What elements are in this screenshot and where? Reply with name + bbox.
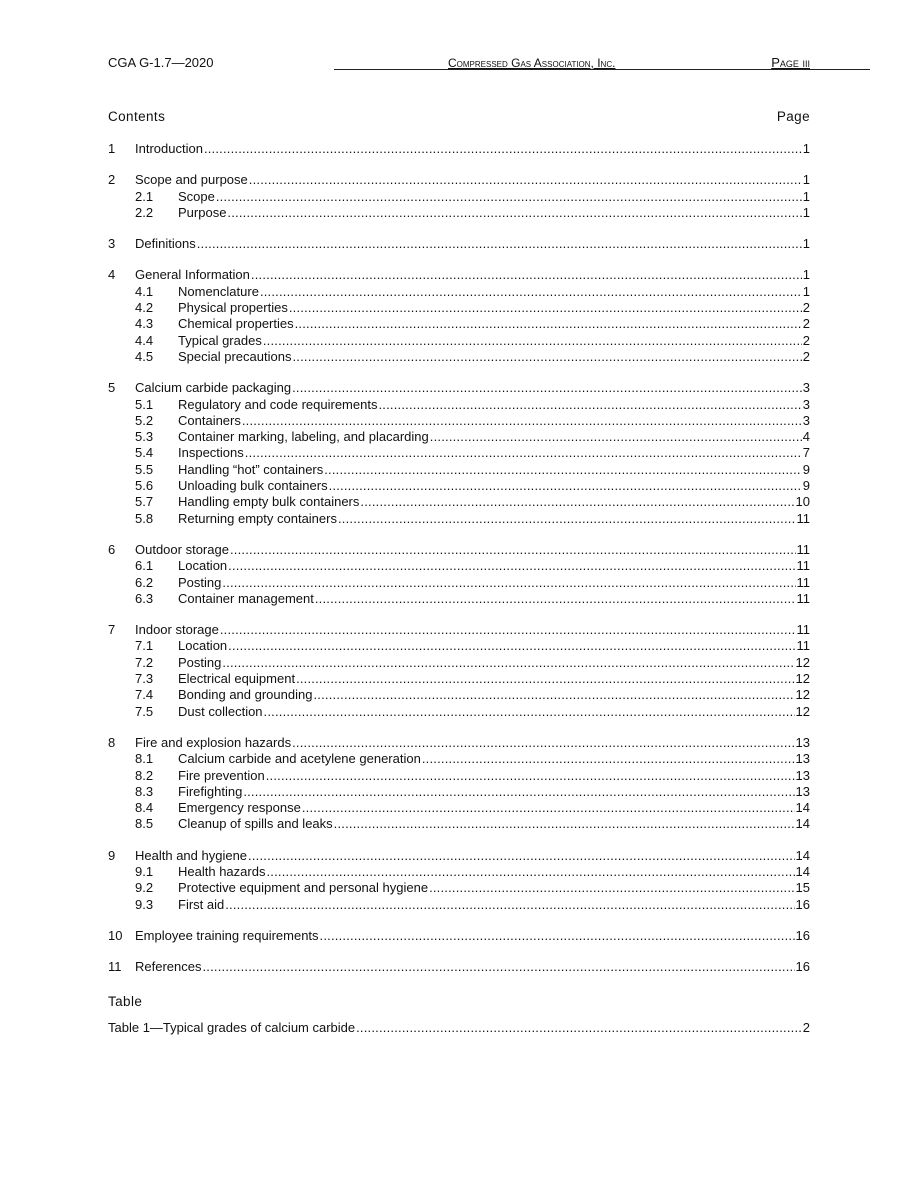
entry-number: 4.2: [135, 300, 154, 316]
entry-page-number: 14: [795, 800, 810, 816]
section-gap: [108, 221, 810, 236]
entry-number: 5.2: [135, 412, 154, 428]
dot-leader: [324, 462, 802, 478]
dot-leader: [320, 928, 795, 944]
entry-page-number: 11: [796, 574, 810, 590]
entry-page-number: 4: [802, 429, 810, 445]
entry-title: Definitions: [135, 236, 196, 252]
dot-leader: [329, 478, 802, 494]
entry-title: Nomenclature: [178, 283, 259, 299]
entry-title: Emergency response: [178, 800, 301, 816]
entry-number: 8.5: [135, 816, 154, 832]
entry-page-number: 7: [802, 445, 810, 461]
entry-title: Handling empty bulk containers: [178, 494, 360, 510]
entry-number: 5.1: [135, 396, 154, 412]
entry-page-number: 1: [802, 172, 810, 188]
toc-subsection-entry[interactable]: [108, 205, 810, 221]
toc-subsection-entry[interactable]: [108, 784, 810, 800]
page-number: Page iii: [771, 55, 810, 70]
entry-title: Typical grades: [178, 332, 262, 348]
entry-page-number: 2: [802, 300, 810, 316]
entry-title: Unloading bulk containers: [178, 478, 328, 494]
entry-page-number: 11: [796, 558, 810, 574]
entry-number: 7.4: [135, 687, 154, 703]
entry-number: 5: [108, 380, 116, 396]
toc-subsection-entry[interactable]: [108, 768, 810, 784]
dot-leader: [202, 959, 794, 975]
toc-subsection-entry[interactable]: [108, 189, 810, 205]
entry-number: 4.1: [135, 283, 154, 299]
toc-subsection-entry[interactable]: [108, 655, 810, 671]
list-of-tables: [108, 1020, 810, 1036]
dot-leader: [292, 380, 802, 396]
entry-number: 8.2: [135, 767, 154, 783]
entry-title: Containers: [178, 412, 241, 428]
dot-leader: [315, 591, 796, 607]
entry-page-number: 14: [795, 816, 810, 832]
toc-subsection-entry[interactable]: [108, 638, 810, 654]
entry-page-number: 10: [795, 494, 810, 510]
toc-subsection-entry[interactable]: [108, 671, 810, 687]
dot-leader: [296, 671, 794, 687]
toc-subsection-entry[interactable]: [108, 511, 810, 527]
dot-leader: [313, 687, 794, 703]
dot-leader: [228, 558, 795, 574]
toc-subsection-entry[interactable]: [108, 300, 810, 316]
entry-page-number: 13: [795, 734, 810, 750]
entry-page-number: 13: [795, 751, 810, 767]
entry-title: Purpose: [178, 204, 227, 220]
toc-section-entry[interactable]: [108, 848, 810, 864]
entry-title: Physical properties: [178, 300, 288, 316]
entry-number: 6.3: [135, 590, 154, 606]
section-gap: [108, 607, 810, 622]
entry-page-number: 15: [795, 880, 810, 896]
toc-section-entry[interactable]: [108, 141, 810, 157]
entry-page-number: 9: [802, 461, 810, 477]
toc-subsection-entry[interactable]: [108, 800, 810, 816]
entry-title: Location: [178, 638, 228, 654]
entry-title: Container marking, labeling, and placarding: [178, 429, 429, 445]
entry-page-number: 2: [802, 1020, 810, 1035]
dot-leader: [360, 494, 794, 510]
dot-leader: [263, 333, 802, 349]
entry-page-number: 13: [795, 767, 810, 783]
page-header: [108, 55, 810, 71]
entry-number: 2.1: [135, 188, 154, 204]
page-column-heading: Page: [776, 109, 810, 124]
entry-number: 2: [108, 172, 116, 188]
entry-title: Special precautions: [178, 348, 292, 364]
entry-page-number: 3: [802, 412, 810, 428]
toc-section-entry[interactable]: [108, 542, 810, 558]
dot-leader: [266, 768, 795, 784]
entry-title: Fire prevention: [178, 767, 265, 783]
entry-page-number: 1: [802, 141, 810, 156]
toc-subsection-entry[interactable]: [108, 591, 810, 607]
entry-number: 9.1: [135, 863, 154, 879]
entry-number: 4.5: [135, 348, 154, 364]
toc-subsection-entry[interactable]: [108, 284, 810, 300]
entry-page-number: 12: [795, 703, 810, 719]
entry-page-number: 2: [802, 348, 810, 364]
entry-number: 8.3: [135, 783, 154, 799]
dot-leader: [243, 784, 794, 800]
dot-leader: [338, 511, 796, 527]
dot-leader: [378, 397, 801, 413]
entry-number: 8: [108, 734, 116, 750]
entry-page-number: 1: [802, 204, 810, 220]
entry-title: Calcium carbide and acetylene generation: [178, 751, 421, 767]
toc-subsection-entry[interactable]: [108, 349, 810, 365]
dot-leader: [227, 205, 801, 221]
dot-leader: [292, 735, 794, 751]
section-gap: [108, 365, 810, 380]
entry-page-number: 16: [795, 896, 810, 912]
entry-title: Fire and explosion hazards: [135, 734, 292, 750]
table-of-contents: [108, 141, 810, 975]
dot-leader: [225, 897, 794, 913]
section-gap: [108, 252, 810, 267]
entry-number: 8.1: [135, 751, 154, 767]
entry-page-number: 3: [802, 380, 810, 396]
toc-section-entry[interactable]: [108, 236, 810, 252]
publisher-name: Compressed Gas Association, Inc.: [448, 56, 616, 70]
toc-subsection-entry[interactable]: [108, 751, 810, 767]
dot-leader: [222, 575, 795, 591]
entry-title: References: [135, 959, 202, 975]
entry-title: General Information: [135, 267, 250, 283]
entry-number: 9.2: [135, 880, 154, 896]
entry-title: Outdoor storage: [135, 541, 229, 557]
toc-section-entry[interactable]: [108, 172, 810, 188]
dot-leader: [260, 284, 802, 300]
entry-number: 1: [108, 141, 116, 156]
entry-page-number: 12: [795, 671, 810, 687]
entry-number: 7.5: [135, 703, 154, 719]
entry-number: 2.2: [135, 204, 154, 220]
dot-leader: [249, 172, 802, 188]
entry-number: 7.1: [135, 638, 154, 654]
entry-title: Indoor storage: [135, 622, 219, 638]
contents-heading-row: [108, 109, 810, 124]
entry-page-number: 13: [795, 783, 810, 799]
document-id: CGA G-1.7—2020: [108, 55, 214, 70]
entry-title: Introduction: [135, 141, 203, 156]
toc-subsection-entry[interactable]: [108, 704, 810, 720]
toc-section-entry[interactable]: [108, 959, 810, 975]
entry-number: 6: [108, 541, 116, 557]
entry-title: Firefighting: [178, 783, 243, 799]
entry-number: 8.4: [135, 800, 154, 816]
entry-title: Posting: [178, 574, 222, 590]
entry-number: 6.1: [135, 558, 154, 574]
entry-page-number: 1: [802, 283, 810, 299]
toc-subsection-entry[interactable]: [108, 575, 810, 591]
entry-number: 7.2: [135, 654, 154, 670]
section-gap: [108, 944, 810, 959]
dot-leader: [228, 638, 795, 654]
entry-number: 4.3: [135, 316, 154, 332]
dot-leader: [216, 189, 802, 205]
entry-number: 5.6: [135, 478, 154, 494]
toc-subsection-entry[interactable]: [108, 333, 810, 349]
entry-title: Electrical equipment: [178, 671, 296, 687]
entry-number: 7.3: [135, 671, 154, 687]
entry-page-number: 12: [795, 654, 810, 670]
entry-number: 5.4: [135, 445, 154, 461]
toc-section-entry[interactable]: [108, 380, 810, 396]
entry-page-number: 2: [802, 316, 810, 332]
entry-number: 7: [108, 622, 116, 638]
section-gap: [108, 913, 810, 928]
section-gap: [108, 720, 810, 735]
section-gap: [108, 833, 810, 848]
entry-page-number: 16: [795, 959, 810, 975]
entry-title: Regulatory and code requirements: [178, 396, 378, 412]
toc-subsection-entry[interactable]: [108, 897, 810, 913]
entry-number: 9.3: [135, 896, 154, 912]
entry-title: Bonding and grounding: [178, 687, 313, 703]
table-heading: Table: [108, 994, 143, 1009]
entry-title: Health hazards: [178, 863, 266, 879]
entry-title: Scope and purpose: [135, 172, 248, 188]
entry-number: 11: [108, 959, 122, 975]
toc-subsection-entry[interactable]: [108, 413, 810, 429]
entry-page-number: 14: [795, 863, 810, 879]
toc-subsection-entry[interactable]: [108, 880, 810, 896]
section-gap: [108, 157, 810, 172]
entry-title: Container management: [178, 590, 314, 606]
toc-section-entry[interactable]: [108, 267, 810, 283]
toc-section-entry[interactable]: [108, 735, 810, 751]
entry-title: Protective equipment and personal hygiene: [178, 880, 429, 896]
entry-title: Calcium carbide packaging: [135, 380, 292, 396]
entry-number: 3: [108, 236, 116, 252]
dot-leader: [289, 300, 802, 316]
section-gap: [108, 527, 810, 542]
entry-page-number: 16: [795, 927, 810, 943]
dot-leader: [245, 445, 802, 461]
dot-leader: [430, 429, 802, 445]
toc-subsection-entry[interactable]: [108, 687, 810, 703]
dot-leader: [204, 141, 802, 157]
entry-number: 5.8: [135, 510, 154, 526]
entry-page-number: 11: [796, 541, 810, 557]
dot-leader: [230, 542, 796, 558]
entry-number: 5.3: [135, 429, 154, 445]
entry-page-number: 1: [802, 188, 810, 204]
dot-leader: [356, 1020, 802, 1036]
dot-leader: [334, 816, 795, 832]
dot-leader: [264, 704, 795, 720]
entry-title: Cleanup of spills and leaks: [178, 816, 333, 832]
entry-title: Returning empty containers: [178, 510, 337, 526]
entry-title: Inspections: [178, 445, 244, 461]
entry-title: Handling “hot” containers: [178, 461, 324, 477]
dot-leader: [292, 349, 801, 365]
entry-page-number: 11: [796, 638, 810, 654]
entry-page-number: 1: [802, 267, 810, 283]
dot-leader: [295, 316, 802, 332]
toc-subsection-entry[interactable]: [108, 864, 810, 880]
entry-page-number: 14: [795, 847, 810, 863]
entry-title: Location: [178, 558, 228, 574]
dot-leader: [197, 236, 802, 252]
entry-title: Posting: [178, 654, 222, 670]
dot-leader: [266, 864, 794, 880]
entry-number: 5.5: [135, 461, 154, 477]
entry-number: 4.4: [135, 332, 154, 348]
dot-leader: [302, 800, 795, 816]
entry-title: Dust collection: [178, 703, 263, 719]
entry-page-number: 2: [802, 332, 810, 348]
entry-number: 10: [108, 927, 123, 943]
entry-page-number: 11: [796, 622, 810, 638]
entry-page-number: 3: [802, 396, 810, 412]
contents-heading: Contents: [108, 109, 166, 124]
toc-subsection-entry[interactable]: [108, 558, 810, 574]
dot-leader: [429, 880, 794, 896]
entry-page-number: 11: [796, 510, 810, 526]
toc-subsection-entry[interactable]: [108, 445, 810, 461]
entry-title: Table 1—Typical grades of calcium carbide: [108, 1020, 356, 1035]
toc-section-entry[interactable]: [108, 622, 810, 638]
dot-leader: [242, 413, 802, 429]
entry-page-number: 9: [802, 478, 810, 494]
toc-subsection-entry[interactable]: [108, 494, 810, 510]
toc-subsection-entry[interactable]: [108, 816, 810, 832]
table-list-entry[interactable]: [108, 1020, 810, 1036]
entry-title: Employee training requirements: [135, 927, 319, 943]
entry-title: Health and hygiene: [135, 847, 248, 863]
toc-subsection-entry[interactable]: [108, 462, 810, 478]
toc-subsection-entry[interactable]: [108, 429, 810, 445]
dot-leader: [220, 622, 796, 638]
dot-leader: [251, 267, 802, 283]
toc-section-entry[interactable]: [108, 928, 810, 944]
entry-title: First aid: [178, 896, 225, 912]
entry-page-number: 12: [795, 687, 810, 703]
entry-number: 4: [108, 267, 116, 283]
entry-title: Scope: [178, 188, 215, 204]
entry-title: Chemical properties: [178, 316, 294, 332]
entry-page-number: 11: [796, 590, 810, 606]
toc-subsection-entry[interactable]: [108, 478, 810, 494]
toc-subsection-entry[interactable]: [108, 397, 810, 413]
dot-leader: [222, 655, 794, 671]
entry-number: 9: [108, 847, 116, 863]
entry-number: 6.2: [135, 574, 154, 590]
entry-page-number: 1: [802, 236, 810, 252]
dot-leader: [248, 848, 795, 864]
dot-leader: [422, 751, 795, 767]
toc-subsection-entry[interactable]: [108, 316, 810, 332]
entry-number: 5.7: [135, 494, 154, 510]
